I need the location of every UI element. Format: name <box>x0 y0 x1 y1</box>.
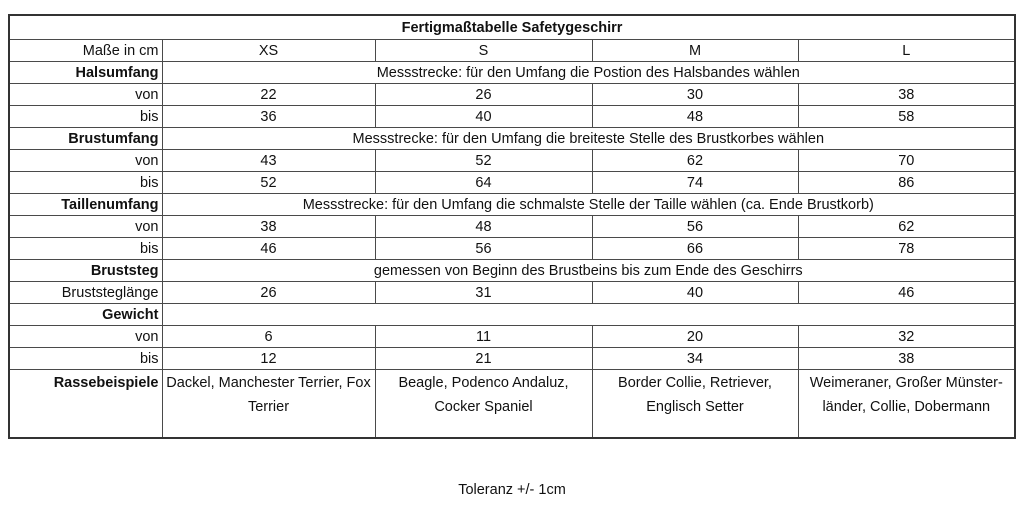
breeds-row <box>9 370 1015 439</box>
table-title: Fertigmaßtabelle Safetygeschirr <box>9 15 1015 40</box>
row-label: von <box>9 216 162 238</box>
row-label: Bruststeglänge <box>9 282 162 304</box>
table-row <box>9 326 1015 348</box>
cell-value: 74 <box>592 172 798 194</box>
cell-value: 26 <box>162 282 375 304</box>
title-row <box>9 15 1015 40</box>
section-name: Gewicht <box>9 304 162 326</box>
cell-value: 38 <box>798 348 1015 370</box>
cell-value: 52 <box>375 150 592 172</box>
section-row <box>9 62 1015 84</box>
cell-value: 43 <box>162 150 375 172</box>
row-label: von <box>9 84 162 106</box>
section-note: Messstrecke: für den Umfang die schmalste Stelle der Taille wählen (ca. Ende Brustkorb) <box>162 194 1015 216</box>
table-row <box>9 348 1015 370</box>
section-name: Taillenumfang <box>9 194 162 216</box>
table-row <box>9 216 1015 238</box>
tolerance-note: Toleranz +/- 1cm <box>458 482 566 498</box>
section-row <box>9 128 1015 150</box>
breed-examples-s: Beagle, Podenco Andaluz, Cocker Spaniel <box>375 370 592 439</box>
size-table <box>8 14 1016 439</box>
cell-value: 64 <box>375 172 592 194</box>
row-label: bis <box>9 172 162 194</box>
cell-value: 86 <box>798 172 1015 194</box>
cell-value: 26 <box>375 84 592 106</box>
cell-value: 62 <box>798 216 1015 238</box>
header-row <box>9 40 1015 62</box>
cell-value: 32 <box>798 326 1015 348</box>
breeds-label: Rassebeispiele <box>9 370 162 439</box>
size-l-header: L <box>798 40 1015 62</box>
section-note: Messstrecke: für den Umfang die Postion des Halsbandes wählen <box>162 62 1015 84</box>
cell-value: 56 <box>592 216 798 238</box>
header-label: Maße in cm <box>9 40 162 62</box>
cell-value: 52 <box>162 172 375 194</box>
cell-value: 6 <box>162 326 375 348</box>
section-note: Messstrecke: für den Umfang die breiteste Stelle des Brustkorbes wählen <box>162 128 1015 150</box>
cell-value: 40 <box>375 106 592 128</box>
row-label: bis <box>9 106 162 128</box>
section-row <box>9 304 1015 326</box>
row-label: von <box>9 150 162 172</box>
section-name: Halsumfang <box>9 62 162 84</box>
cell-value: 48 <box>375 216 592 238</box>
size-s-header: S <box>375 40 592 62</box>
cell-value: 46 <box>798 282 1015 304</box>
cell-value: 30 <box>592 84 798 106</box>
row-label: von <box>9 326 162 348</box>
table-row <box>9 172 1015 194</box>
section-row <box>9 194 1015 216</box>
cell-value: 22 <box>162 84 375 106</box>
breed-examples-l: Weimeraner, Großer Münster-länder, Collie, Dobermann <box>798 370 1015 439</box>
section-note <box>162 304 1015 326</box>
cell-value: 40 <box>592 282 798 304</box>
cell-value: 34 <box>592 348 798 370</box>
cell-value: 56 <box>375 238 592 260</box>
cell-value: 46 <box>162 238 375 260</box>
row-label: bis <box>9 348 162 370</box>
cell-value: 62 <box>592 150 798 172</box>
cell-value: 12 <box>162 348 375 370</box>
cell-value: 11 <box>375 326 592 348</box>
breed-examples-xs: Dackel, Manchester Terrier, Fox Terrier <box>162 370 375 439</box>
cell-value: 70 <box>798 150 1015 172</box>
section-name: Brustumfang <box>9 128 162 150</box>
cell-value: 38 <box>162 216 375 238</box>
cell-value: 38 <box>798 84 1015 106</box>
section-row <box>9 260 1015 282</box>
table-row <box>9 238 1015 260</box>
breed-examples-m: Border Collie, Retriever, Englisch Setter <box>592 370 798 439</box>
section-note: gemessen von Beginn des Brustbeins bis zum Ende des Geschirrs <box>162 260 1015 282</box>
row-label: bis <box>9 238 162 260</box>
table-row <box>9 150 1015 172</box>
cell-value: 36 <box>162 106 375 128</box>
table-row <box>9 106 1015 128</box>
table-row <box>9 84 1015 106</box>
section-name: Bruststeg <box>9 260 162 282</box>
cell-value: 20 <box>592 326 798 348</box>
table-row <box>9 282 1015 304</box>
cell-value: 58 <box>798 106 1015 128</box>
cell-value: 48 <box>592 106 798 128</box>
cell-value: 31 <box>375 282 592 304</box>
size-m-header: M <box>592 40 798 62</box>
cell-value: 66 <box>592 238 798 260</box>
size-xs-header: XS <box>162 40 375 62</box>
cell-value: 21 <box>375 348 592 370</box>
cell-value: 78 <box>798 238 1015 260</box>
